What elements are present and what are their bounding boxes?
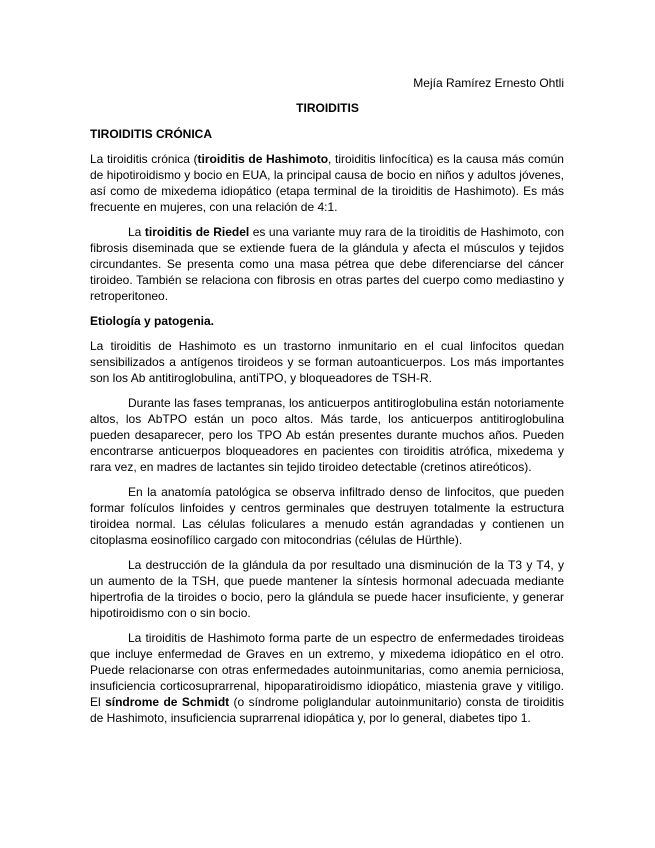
document-body xyxy=(90,126,564,735)
page-title: TIROIDITIS xyxy=(296,101,359,115)
paragraph-antibodies: Durante las fases tempranas, los anticuerpos antitiroglobulina están notoriamente altos, los AbTPO están un poco altos. Más tarde, los anticuerpos antitiroglobulina pueden desaparecer, pero los TPO Ab están presentes durante muchos años. Pueden encontrarse anticuerpos bloqueadores en pacientes con tiroiditis atrófica, mixedema y rara vez, en madres de lactantes sin tejido tiroideo detectable (cretinos atireóticos). xyxy=(90,396,564,474)
paragraph-immune-disorder: La tiroiditis de Hashimoto es un trastorno inmunitario en el cual linfocitos quedan sensibilizados a antígenos tiroideos y se forman autoanticuerpos. Los más importantes son los Ab antitiroglobulina, antiTPO, y bloqueadores de TSH-R. xyxy=(90,339,564,385)
paragraph-text: La tiroiditis de Hashimoto forma parte de un espectro de enfermedades tiroideas que incluye enfermedad de Graves en un extremo, y mixedema idiopático en el otro. Puede relacionarse con otras enfermedades autoinmunitarias, como anemia perniciosa, insuficiencia corticosuprarrenal, hipoparatiroidismo idiopático, miastenia grave y vitiligo. El xyxy=(90,631,564,709)
paragraph-text: , tiroiditis linfocítica) es la causa más común de hipotiroidismo y bocio en EUA, la principal causa de bocio en niños y adultos jóvenes, así como de mixedema idiopático (etapa terminal de la tiroiditis de Hashimoto). Es más frecuente en mujeres, con una relación de 4:1. xyxy=(90,152,564,214)
paragraph-gland-destruction: La destrucción de la glándula da por resultado una disminución de la T3 y T4, y un aumento de la TSH, que puede mantener la síntesis hormonal adecuada mediante hipertrofia de la tiroides o bocio, pero la glándula se puede hacer insuficiente, y generar hipotiroidismo con o sin bocio. xyxy=(90,558,564,620)
bold-term: tiroiditis de Hashimoto xyxy=(197,152,329,166)
author-name: Mejía Ramírez Ernesto Ohtli xyxy=(413,76,564,90)
paragraph-text: La tiroiditis crónica ( xyxy=(90,152,198,166)
paragraph-pathology: En la anatomía patológica se observa infiltrado denso de linfocitos, que pueden formar folículos linfoides y centros germinales que destruyen totalmente la estructura tiroidea normal. Las células foliculares a menudo están agrandadas y contienen un citoplasma eosinofílico cargado con mitocondrias (células de Hürthle). xyxy=(90,485,564,547)
paragraph-riedel xyxy=(90,224,564,304)
paragraph-spectrum xyxy=(90,630,564,726)
section-heading-cronica: TIROIDITIS CRÓNICA xyxy=(90,127,212,141)
paragraph-text: La xyxy=(128,225,145,239)
bold-term: tiroiditis de Riedel xyxy=(144,225,250,239)
paragraph-hashimoto-intro xyxy=(90,151,564,215)
section-heading-etiologia: Etiología y patogenia. xyxy=(90,314,215,328)
paragraph-text: (o síndrome poliglandular autoinmunitario) consta de tiroiditis de Hashimoto, insuficiencia suprarrenal idiopática y, por lo general, diabetes tipo 1. xyxy=(90,695,564,725)
paragraph-text: es una variante muy rara de la tiroiditis de Hashimoto, con fibrosis diseminada que se extiende fuera de la glándula y afecta el músculos y tejidos circundantes. Se presenta como una masa pétrea que debe diferenciarse del cáncer tiroideo. También se relaciona con fibrosis en otras partes del cuerpo como mediastino y retroperitoneo. xyxy=(90,225,564,303)
bold-term: síndrome de Schmidt xyxy=(105,695,230,709)
